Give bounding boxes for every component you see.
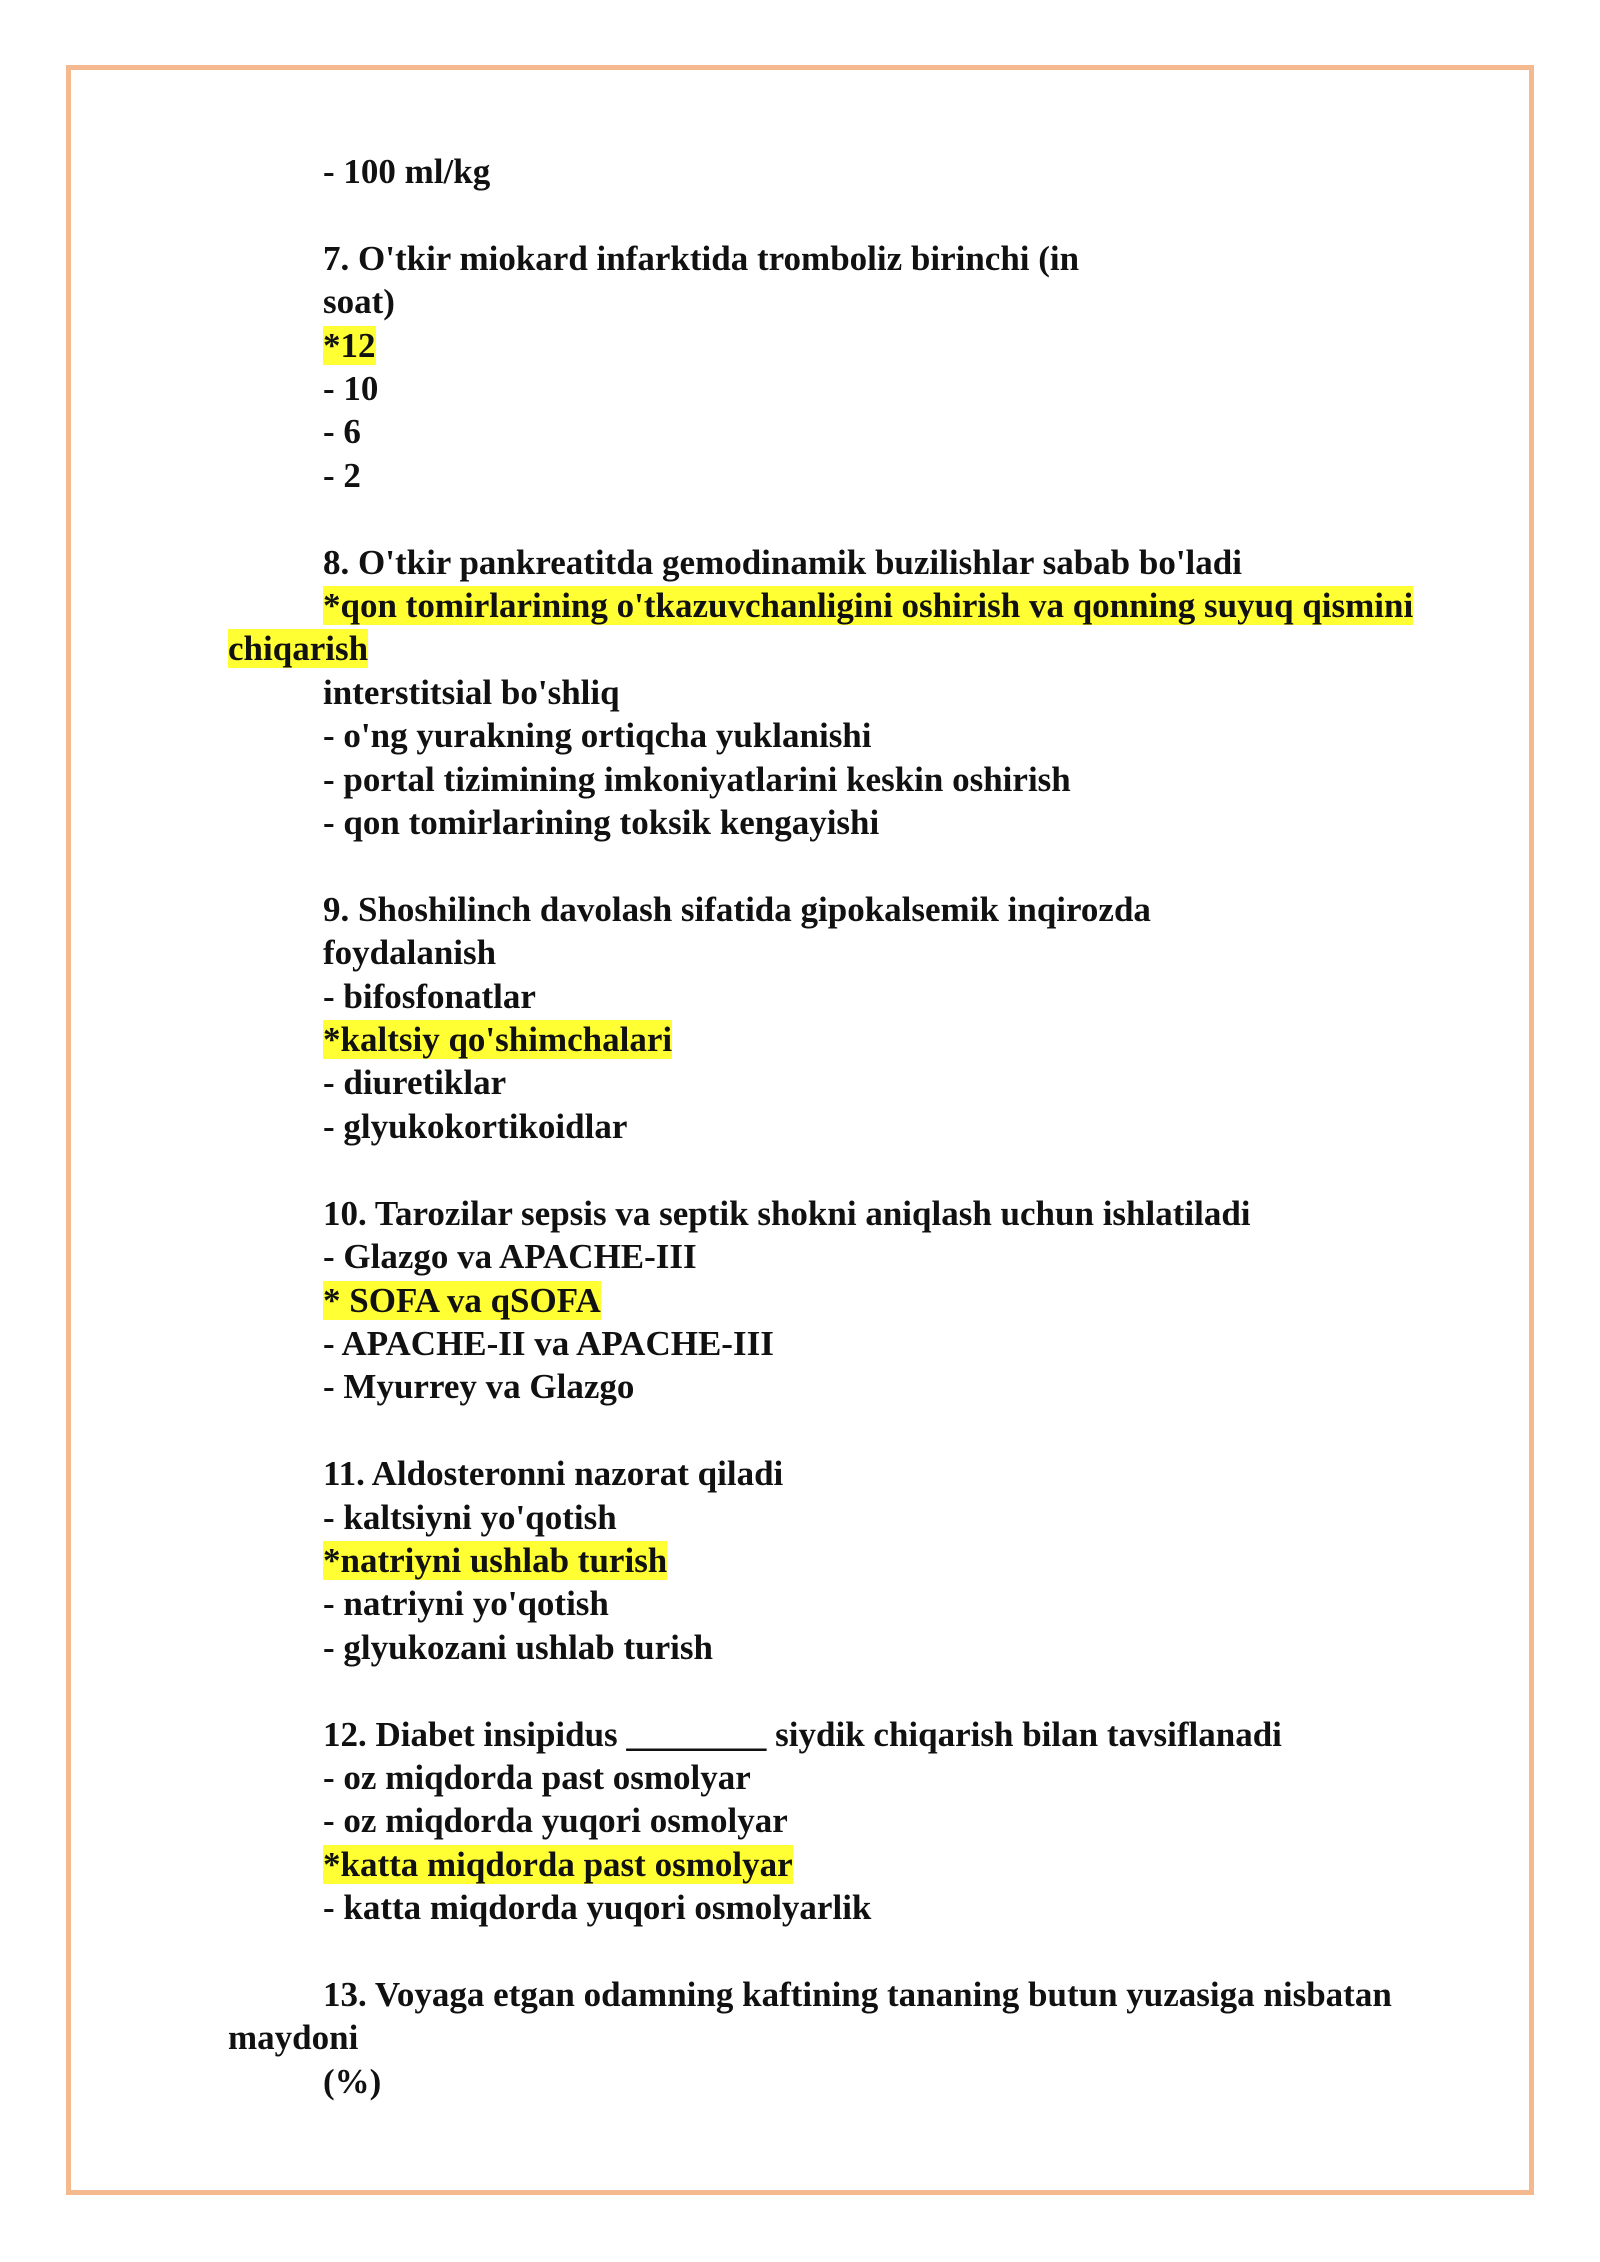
q12-option-1: - oz miqdorda past osmolyar — [323, 1757, 751, 1797]
q10-correct-answer: * SOFA va qSOFA — [323, 1280, 601, 1320]
q7-correct-answer: *12 — [323, 325, 376, 365]
q12-correct-answer: *katta miqdorda past osmolyar — [323, 1844, 793, 1884]
document-body — [228, 150, 1490, 2103]
q10-option-3: - APACHE-II va APACHE-III — [323, 1323, 774, 1363]
q7-question-line-1: 7. O'tkir miokard infarktida tromboliz birinchi (in — [323, 238, 1080, 278]
q10-question: 10. Tarozilar sepsis va septik shokni aniqlash uchun ishlatiladi — [323, 1193, 1251, 1233]
q8-option-2: - o'ng yurakning ortiqcha yuklanishi — [323, 716, 872, 756]
q8-question: 8. O'tkir pankreatitda gemodinamik buzilishlar sabab bo'ladi — [323, 542, 1242, 582]
q9-question-line-1: 9. Shoshilinch davolash sifatida gipokalsemik inqirozda — [323, 889, 1151, 929]
q12-option-4: - katta miqdorda yuqori osmolyarlik — [323, 1888, 872, 1928]
q10-option-1: - Glazgo va APACHE-III — [323, 1237, 697, 1277]
q11-correct-answer: *natriyni ushlab turish — [323, 1540, 668, 1580]
q13-question-line-3: (%) — [323, 2061, 382, 2101]
q7-option-2: - 10 — [323, 369, 379, 409]
q11-option-3: - natriyni yo'qotish — [323, 1584, 609, 1624]
q6-option-4: - 100 ml/kg — [323, 152, 491, 191]
q12-question: 12. Diabet insipidus ________ siydik chiqarish bilan tavsiflanadi — [323, 1714, 1282, 1754]
q12-option-2: - oz miqdorda yuqori osmolyar — [323, 1801, 788, 1841]
q8-answer-line-3: interstitsial bo'shliq — [323, 672, 620, 712]
q9-question-line-2: foydalanish — [323, 933, 497, 973]
q8-option-4: - qon tomirlarining toksik kengayishi — [323, 803, 880, 843]
q8-option-3: - portal tizimining imkoniyatlarini keskin oshirish — [323, 759, 1071, 799]
q7-option-4: - 2 — [323, 455, 361, 495]
q11-option-4: - glyukozani ushlab turish — [323, 1627, 713, 1667]
q9-option-4: - glyukokortikoidlar — [323, 1106, 628, 1146]
q7-question-line-2: soat) — [323, 282, 395, 322]
q13-question-line-2: maydoni — [228, 2018, 359, 2058]
q8-correct-answer-line-1: *qon tomirlarining o'tkazuvchanligini oshirish va qonning suyuq qismini — [323, 586, 1414, 626]
q9-option-1: - bifosfonatlar — [323, 976, 536, 1016]
q11-option-1: - kaltsiyni yo'qotish — [323, 1497, 617, 1537]
q13-question-line-1: 13. Voyaga etgan odamning kaftining tananing butun yuzasiga nisbatan — [323, 1974, 1392, 2014]
q7-option-3: - 6 — [323, 412, 361, 452]
q9-correct-answer: *kaltsiy qo'shimchalari — [323, 1020, 673, 1060]
q11-question: 11. Aldosteronni nazorat qiladi — [323, 1454, 784, 1494]
q10-option-4: - Myurrey va Glazgo — [323, 1367, 635, 1407]
q8-correct-answer-line-2: chiqarish — [228, 629, 369, 669]
q9-option-3: - diuretiklar — [323, 1063, 507, 1103]
